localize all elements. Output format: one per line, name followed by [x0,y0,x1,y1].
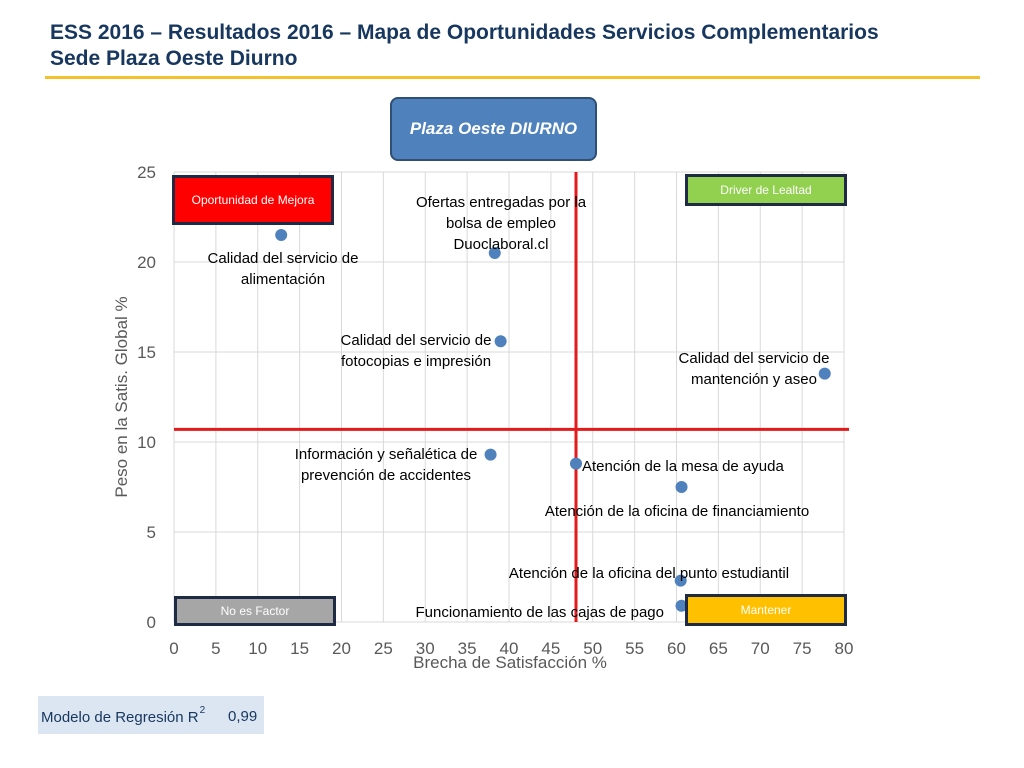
regression-superscript: 2 [199,705,206,716]
x-tick-label: 35 [457,639,477,658]
x-tick-label: 5 [211,639,221,658]
x-tick-label: 70 [750,639,770,658]
x-tick-label: 15 [290,639,310,658]
x-tick-label: 60 [667,639,686,658]
x-tick-label: 50 [583,639,603,658]
data-point [570,458,582,470]
site-label-box: Plaza Oeste DIURNO [390,97,597,161]
data-label: Información y señalética de prevención de accidentes [294,446,478,484]
y-tick-label: 0 [146,613,156,632]
data-point [275,229,287,241]
y-axis-title: Peso en la Satis. Global % [112,296,131,498]
data-label: Ofertas entregadas por la bolsa de empleo Duoclaboral.cl [415,194,587,253]
regression-label-text: Modelo de Regresión R [41,709,199,726]
quadrant-mantener: Mantener [685,594,847,626]
x-tick-label: 30 [415,639,435,658]
x-tick-label: 80 [834,639,854,658]
x-tick-label: 40 [499,639,519,658]
x-tick-label: 75 [792,639,812,658]
data-point [676,481,688,493]
x-tick-label: 20 [332,639,351,658]
point-labels [208,194,830,621]
x-tick-label: 45 [541,639,561,658]
data-point [819,368,831,380]
x-tick-label: 55 [625,639,645,658]
data-point [495,335,507,347]
regression-label [41,705,206,726]
data-point [485,449,497,461]
x-tick-label: 0 [169,639,179,658]
quadrant-driver-de-lealtad: Driver de Lealtad [685,174,847,206]
y-tick-label: 15 [137,343,156,362]
x-tick-label: 10 [248,639,268,658]
data-label: Atención de la oficina del punto estudiantil [508,565,790,582]
quadrant-oportunidad-de-mejora: Oportunidad de Mejora [172,175,334,225]
y-tick-label: 25 [137,163,156,182]
regression-value: 0,99 [228,708,258,725]
quadrant-no-es-factor: No es Factor [174,596,336,626]
data-label: Calidad del servicio de fotocopias e impresión [340,332,492,370]
data-label: Calidad del servicio de mantención y aseo [678,350,830,388]
y-tick-label: 5 [146,523,156,542]
regression-model-box [38,696,264,734]
data-label: Calidad del servicio de alimentación [207,250,359,288]
title-line-2: Sede Plaza Oeste Diurno [50,47,298,70]
data-points [275,229,831,612]
x-axis-title: Brecha de Satisfacción % [413,653,607,672]
x-tick-label: 65 [708,639,728,658]
title-line-1: ESS 2016 – Resultados 2016 – Mapa de Oportunidades Servicios Complementarios [50,21,879,44]
y-tick-label: 10 [137,433,156,452]
y-tick-label: 20 [137,253,156,272]
x-tick-label: 25 [373,639,393,658]
data-label: Atención de la oficina de financiamiento [544,503,810,520]
data-label: Atención de la mesa de ayuda [582,458,784,475]
data-label: Funcionamiento de las cajas de pago [415,604,664,621]
